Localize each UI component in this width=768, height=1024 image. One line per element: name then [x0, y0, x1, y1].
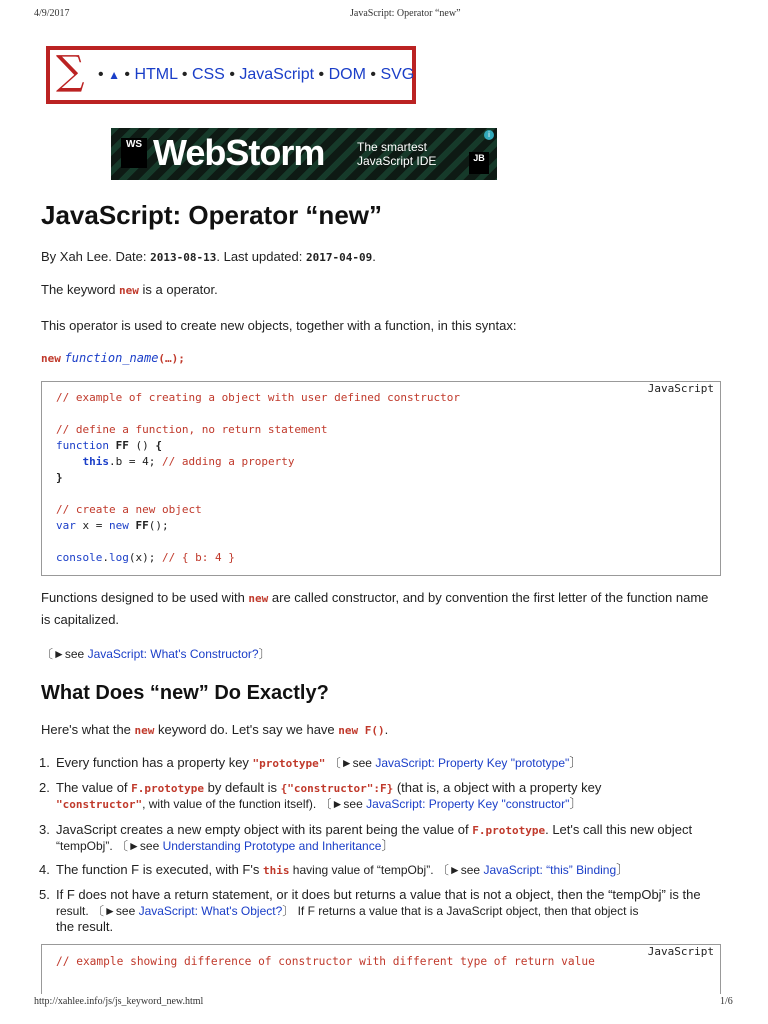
constructors-pre: Functions designed to be used with [41, 590, 249, 605]
code-lang-label: JavaScript [647, 945, 714, 958]
code-block-1 [41, 381, 721, 576]
step2-code2: {"constructor":F} [280, 782, 394, 795]
jb-logo-icon: JB [469, 152, 489, 174]
ws-logo-icon: WS [121, 138, 147, 168]
site-nav [98, 66, 414, 84]
step1-close: 〕 [569, 755, 583, 770]
print-date: 4/9/2017 [34, 8, 70, 19]
step5-text-d: the result. [56, 919, 114, 934]
step4-close: 〕 [616, 862, 630, 877]
ad-tagline [357, 140, 436, 168]
print-url: http://xahlee.info/js/js_keyword_new.html [34, 996, 204, 1007]
code-line: function FF () { [56, 439, 162, 452]
step5-text-c: 〕 If F returns a value that is a JavaScript object, then that object is [282, 904, 639, 918]
syntax-args: (…); [158, 352, 185, 365]
code-line: // define a function, no return statement [56, 423, 328, 436]
nav-link-javascript[interactable]: JavaScript [239, 66, 315, 83]
nav-link-css[interactable]: CSS [191, 66, 225, 83]
list-item [39, 887, 736, 903]
step1-see: 〔►see [325, 756, 376, 770]
step2-text-d: , with value of the function itself). 〔►see [142, 797, 367, 811]
list-item-continued [56, 919, 736, 935]
step4-code: this [262, 864, 290, 877]
nav-bullet: • [318, 66, 325, 83]
byline-date: 2013-08-13 [150, 251, 217, 264]
code-lang-label: JavaScript [647, 382, 714, 395]
code-line: } [56, 471, 63, 484]
lead-mid: keyword do. Let's say we have [154, 722, 339, 737]
code-line: // example showing difference of constructor with different type of return value [56, 955, 595, 968]
step3-code: F.prototype [472, 824, 546, 837]
list-number: 1. [39, 755, 50, 770]
step2-close: 〕 [569, 796, 583, 811]
see-open: 〔►see [41, 647, 88, 661]
step3-close: 〕 [381, 838, 395, 853]
lead-post: . [384, 722, 389, 737]
list-item [39, 862, 736, 879]
constructors-paragraph-line2: is capitalized. [41, 612, 120, 627]
nav-bullet: • [229, 66, 235, 83]
byline-suffix: . [372, 249, 376, 264]
page-title: JavaScript: Operator “new” [41, 200, 382, 230]
step1-text: Every function has a property key [56, 755, 253, 770]
code-line: // create a new object [56, 503, 202, 516]
see-close: 〕 [258, 647, 271, 661]
step2-text-c: (that is, a object with a property key [393, 780, 602, 795]
nav-link-svg[interactable]: SVG [380, 66, 415, 83]
byline [41, 247, 376, 268]
ad-tagline-line2: JavaScript IDE [357, 154, 437, 168]
sigma-logo-icon[interactable]: ∑ [56, 48, 85, 94]
list-number: 4. [39, 862, 50, 877]
step2-code3: "constructor" [56, 798, 143, 811]
nav-bullet: • [181, 66, 188, 83]
site-nav-box [46, 46, 416, 104]
constructors-paragraph [41, 588, 731, 609]
code-line: console.log(x); // { b: 4 } [56, 551, 235, 564]
section-heading: What Does “new” Do Exactly? [41, 682, 329, 704]
intro1-post: is a operator. [138, 282, 218, 297]
ad-brand: WebStorm [153, 132, 325, 173]
byline-mid: . Last updated: [216, 249, 306, 264]
step5-text: If F does not have a return statement, or it does but returns a value that is not a object, then the “tempObj” is the [56, 887, 701, 902]
lead-keyword: new [134, 724, 155, 737]
nav-bullet: • [98, 66, 104, 83]
code-line: // example of creating a object with user defined constructor [56, 391, 460, 404]
syntax-keyword: new [41, 352, 61, 365]
nav-link-html[interactable]: HTML [134, 66, 178, 83]
intro-paragraph-2: This operator is used to create new objects, together with a function, in this syntax: [41, 318, 517, 333]
lead-pre: Here's what the [41, 722, 135, 737]
print-title: JavaScript: Operator “new” [350, 8, 461, 19]
intro1-pre: The keyword [41, 282, 120, 297]
intro1-keyword: new [119, 284, 139, 297]
step4-text-b: having value of “tempObj”. 〔►see [289, 863, 484, 877]
link-this-binding[interactable]: JavaScript: “this” Binding [483, 863, 617, 877]
syntax-line [41, 348, 185, 369]
link-whats-constructor[interactable]: JavaScript: What's Constructor? [87, 647, 259, 661]
step3-text-c: “tempObj”. 〔►see [56, 839, 163, 853]
list-item [39, 780, 736, 797]
up-arrow-icon[interactable]: ▲ [108, 68, 120, 82]
constructors-post: are called constructor, and by convention the first letter of the function name [268, 590, 709, 605]
byline-updated: 2017-04-09 [305, 251, 373, 264]
list-item [39, 822, 736, 839]
code-line: var x = new FF(); [56, 519, 169, 532]
nav-bullet: • [124, 66, 131, 83]
print-page-number: 1/6 [720, 996, 733, 1007]
step2-text-b: by default is [204, 780, 281, 795]
step1-code: "prototype" [252, 757, 326, 770]
constructors-keyword: new [248, 592, 269, 605]
list-item-continued [56, 796, 736, 813]
step3-text-b: . Let's call this new object [545, 822, 693, 837]
list-number: 2. [39, 780, 50, 795]
intro-paragraph-1 [41, 280, 218, 301]
list-number: 3. [39, 822, 50, 837]
webstorm-ad-banner[interactable] [111, 128, 497, 180]
syntax-function-name: function_name [64, 351, 159, 365]
step5-text-b: result. 〔►see [56, 904, 139, 918]
byline-prefix: By Xah Lee. Date: [41, 249, 151, 264]
list-item-continued [56, 903, 736, 919]
code-line: this.b = 4; // adding a property [82, 455, 295, 468]
nav-bullet: • [370, 66, 376, 83]
step4-text: The function F is executed, with F's [56, 862, 263, 877]
lead-keyword-2: new F() [338, 724, 385, 737]
see-also-constructor [41, 644, 271, 664]
lead-paragraph [41, 720, 388, 741]
list-number: 5. [39, 887, 50, 902]
step2-text: The value of [56, 780, 132, 795]
step3-text: JavaScript creates a new empty object with its parent being the value of [56, 822, 473, 837]
link-property-constructor[interactable]: JavaScript: Property Key "constructor" [366, 797, 570, 811]
nav-link-dom[interactable]: DOM [328, 66, 366, 83]
list-item-continued [56, 838, 736, 854]
link-whats-object[interactable]: JavaScript: What's Object? [138, 904, 283, 918]
link-prototype-inheritance[interactable]: Understanding Prototype and Inheritance [162, 839, 382, 853]
code-block-2 [41, 944, 721, 994]
step2-code: F.prototype [131, 782, 205, 795]
ad-tagline-line1: The smartest [357, 140, 428, 154]
ad-info-icon[interactable]: i [484, 130, 494, 140]
link-property-prototype[interactable]: JavaScript: Property Key "prototype" [375, 756, 570, 770]
list-item [39, 755, 736, 772]
